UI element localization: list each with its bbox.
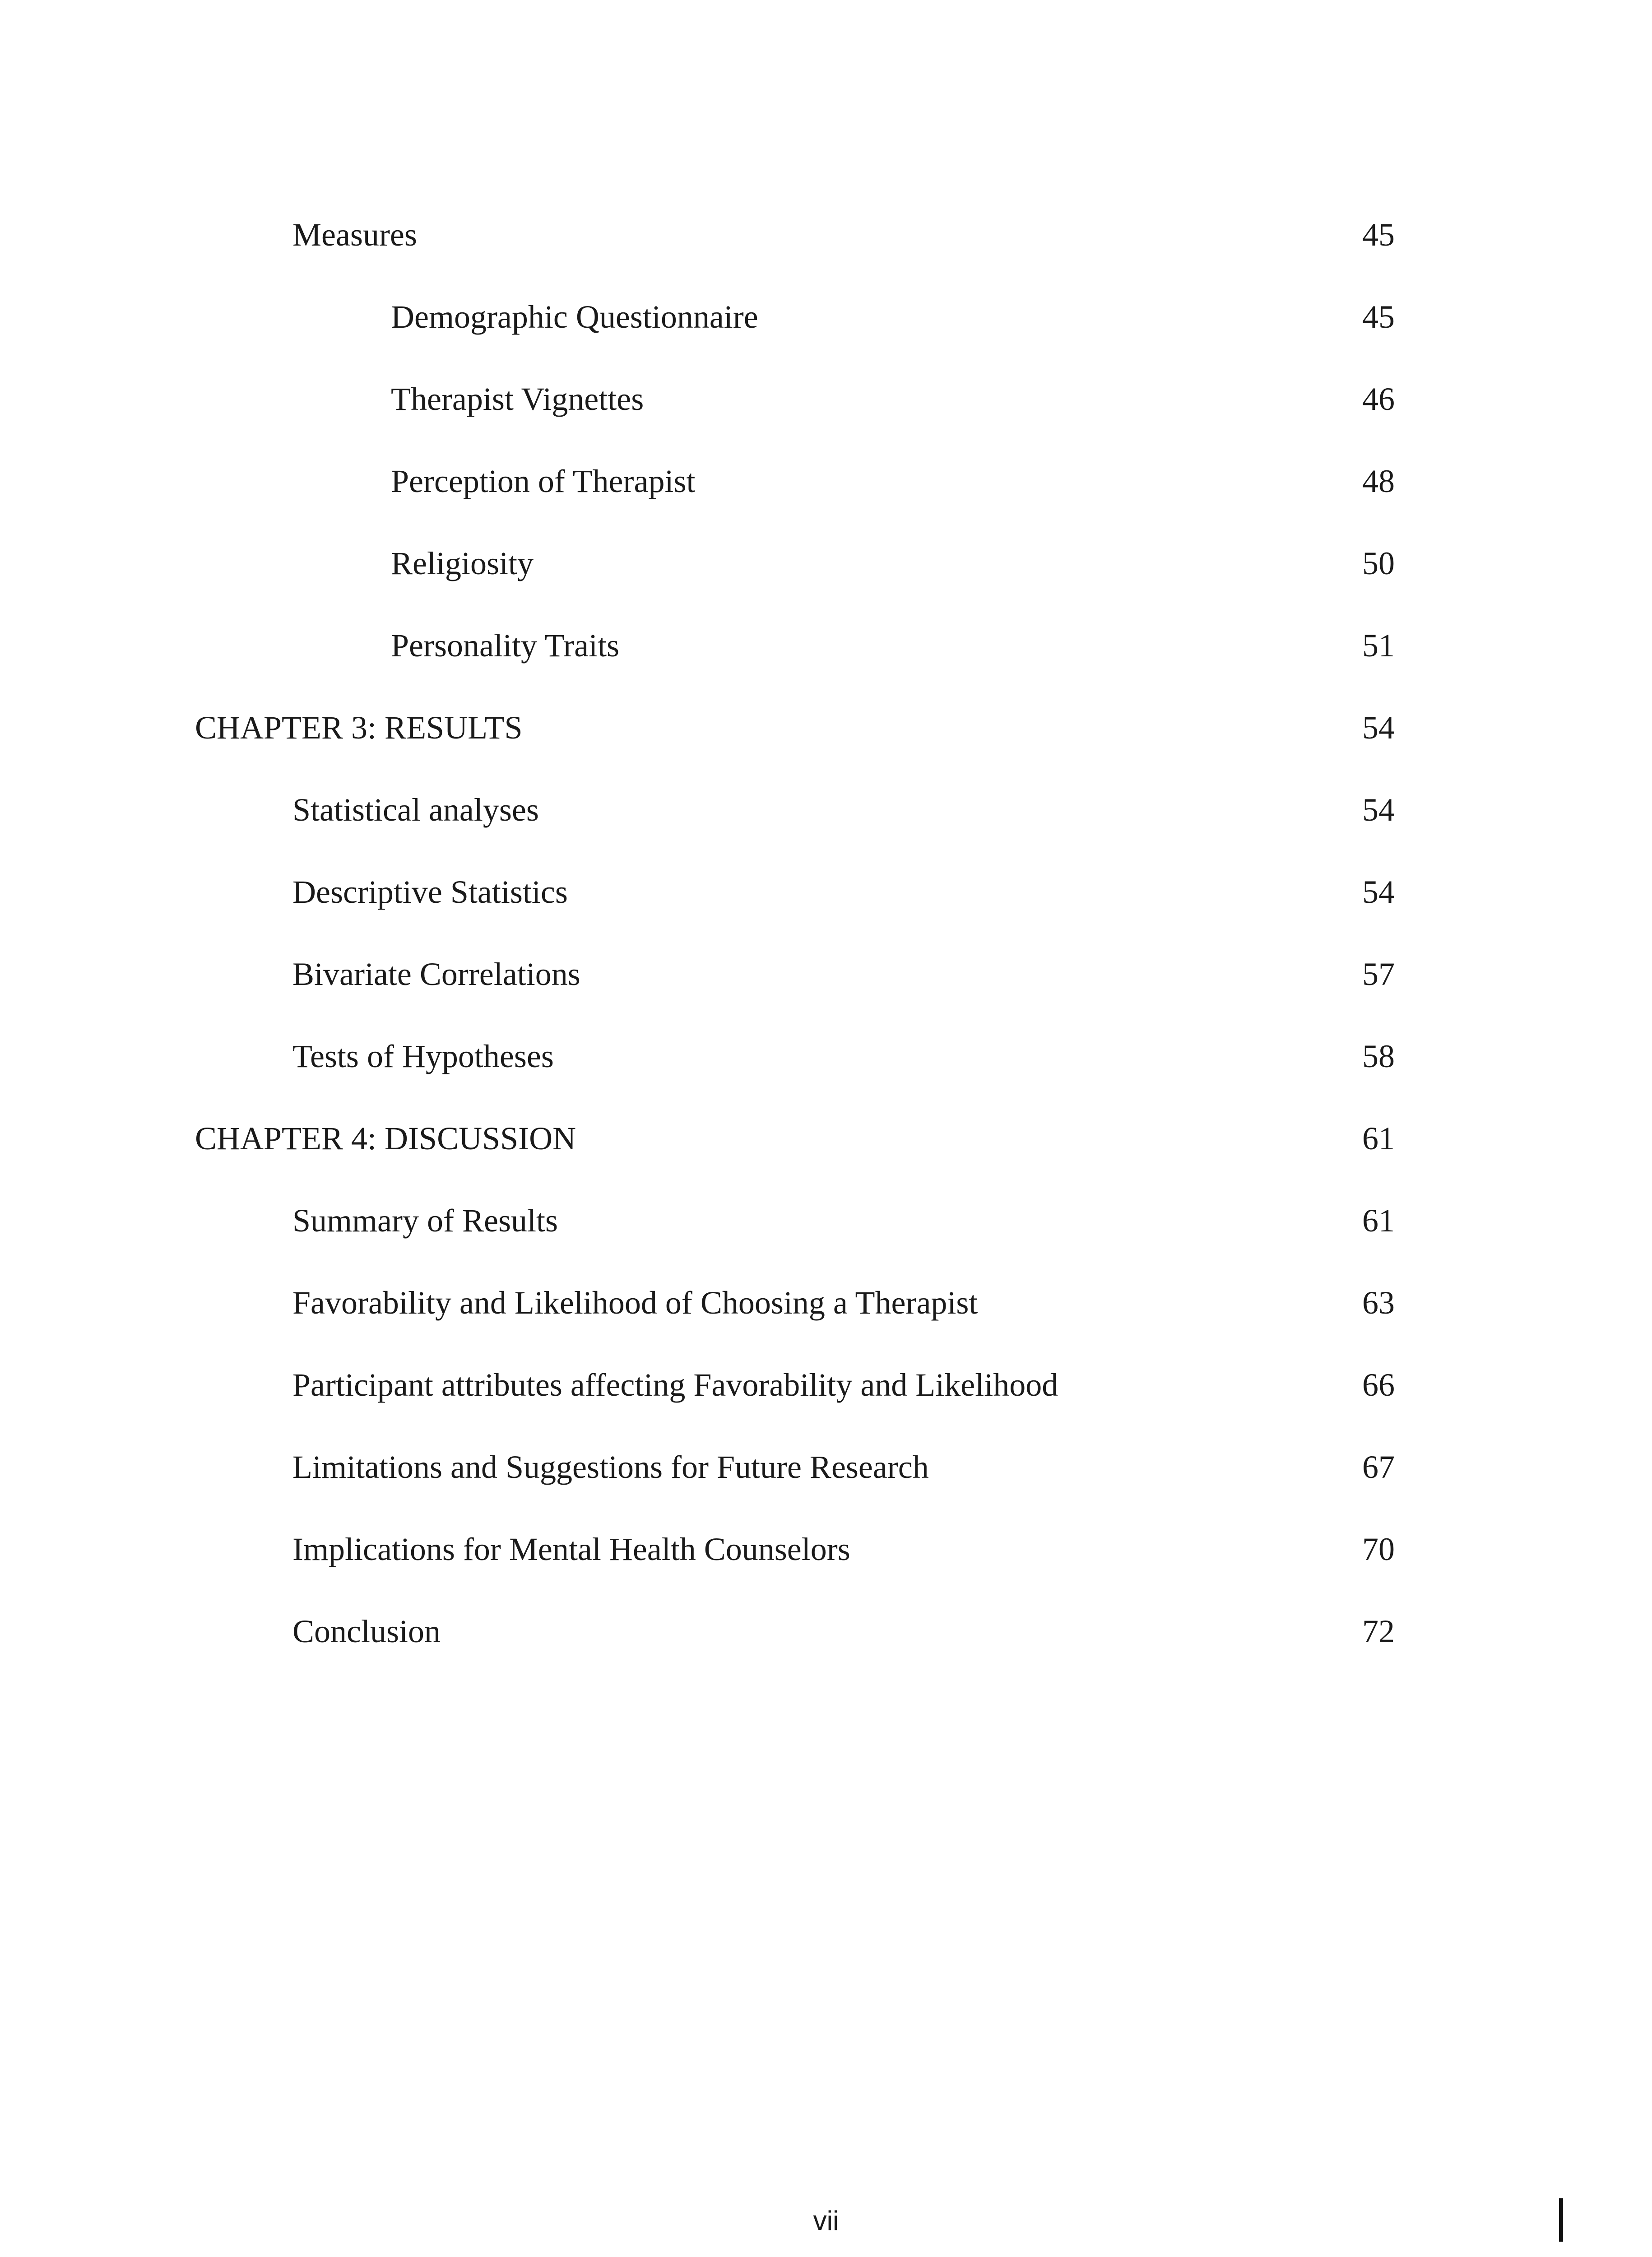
toc-entry <box>0 454 1652 508</box>
toc-entry <box>0 947 1652 1001</box>
toc-entry-page-number: 61 <box>1362 1203 1395 1239</box>
toc-entry-title: Personality Traits <box>391 627 620 664</box>
toc-entry-page-number: 70 <box>1362 1531 1395 1567</box>
toc-entry <box>0 1358 1652 1412</box>
toc-entry <box>0 290 1652 344</box>
toc-entry <box>0 1029 1652 1083</box>
toc-entry-page-number: 67 <box>1362 1449 1395 1485</box>
toc-entry-title: Therapist Vignettes <box>391 381 644 417</box>
toc-entry-title: Religiosity <box>391 545 534 581</box>
toc-entry <box>0 536 1652 590</box>
toc-chapter-heading <box>0 1111 1652 1166</box>
toc-entry-title: Measures <box>292 217 417 253</box>
toc-entry-page-number: 61 <box>1362 1120 1395 1156</box>
toc-entry-page-number: 58 <box>1362 1038 1395 1074</box>
toc-entry <box>0 1194 1652 1248</box>
toc-entry <box>0 1440 1652 1494</box>
toc-entry <box>0 372 1652 426</box>
toc-entry-page-number: 46 <box>1362 381 1395 417</box>
toc-entry-page-number: 45 <box>1362 299 1395 335</box>
toc-entry <box>0 865 1652 919</box>
toc-entry-title: Demographic Questionnaire <box>391 299 758 335</box>
toc-entry-title: CHAPTER 3: RESULTS <box>195 710 523 746</box>
toc-entry-page-number: 50 <box>1362 545 1395 581</box>
toc-entry-title: Limitations and Suggestions for Future Research <box>292 1449 929 1485</box>
toc-entry-title: Perception of Therapist <box>391 463 696 499</box>
toc-entry-title: Participant attributes affecting Favorability and Likelihood <box>292 1367 1058 1403</box>
toc-entry-title: Favorability and Likelihood of Choosing a Therapist <box>292 1285 978 1321</box>
toc-entry-title: Conclusion <box>292 1613 441 1649</box>
revision-bar <box>1559 2198 1563 2242</box>
toc-entry-title: Bivariate Correlations <box>292 956 580 992</box>
toc-entry-page-number: 54 <box>1362 710 1395 746</box>
toc-entry <box>0 783 1652 837</box>
toc-entry-page-number: 63 <box>1362 1285 1395 1321</box>
toc-entry-title: Implications for Mental Health Counselors <box>292 1531 850 1567</box>
toc-entry-title: Descriptive Statistics <box>292 874 568 910</box>
toc-entry-page-number: 72 <box>1362 1613 1395 1649</box>
toc-entry-page-number: 54 <box>1362 874 1395 910</box>
toc-entry-page-number: 51 <box>1362 627 1395 664</box>
toc-entry <box>0 1522 1652 1576</box>
page-number-footer: vii <box>813 2206 839 2236</box>
toc-entry <box>0 618 1652 673</box>
toc-entry <box>0 1604 1652 1658</box>
toc-entry-title: CHAPTER 4: DISCUSSION <box>195 1120 576 1156</box>
toc-entry <box>0 1276 1652 1330</box>
toc-entry-page-number: 54 <box>1362 792 1395 828</box>
toc-entry <box>0 208 1652 262</box>
toc-entry-title: Summary of Results <box>292 1203 558 1239</box>
toc-entry-page-number: 66 <box>1362 1367 1395 1403</box>
toc-entry-page-number: 57 <box>1362 956 1395 992</box>
toc-entry-title: Tests of Hypotheses <box>292 1038 554 1074</box>
toc-entry-page-number: 48 <box>1362 463 1395 499</box>
toc-entry-page-number: 45 <box>1362 217 1395 253</box>
toc-entry-title: Statistical analyses <box>292 792 539 828</box>
toc-chapter-heading <box>0 701 1652 755</box>
